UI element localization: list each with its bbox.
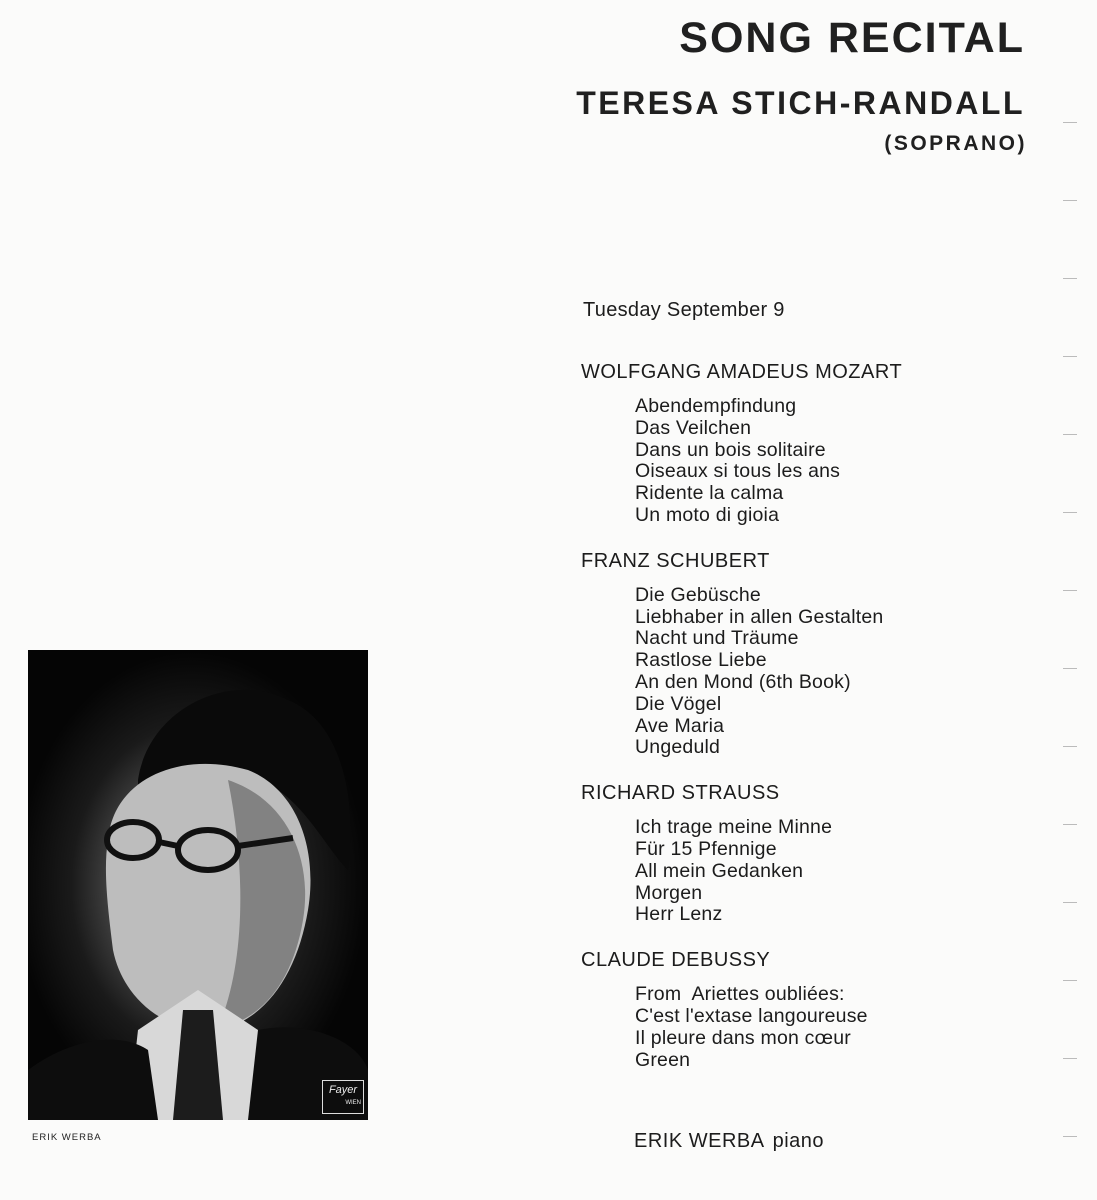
- jacket-left: [28, 1040, 158, 1120]
- pianist-name: ERIK WERBA: [634, 1130, 765, 1152]
- portrait-photo: [28, 650, 368, 1120]
- work-title: Rastlose Liebe: [635, 649, 767, 672]
- work-title: Ridente la calma: [635, 482, 784, 505]
- work-title: Il pleure dans mon cœur: [635, 1026, 851, 1049]
- works-list: [635, 396, 902, 527]
- program-section-debussy: [581, 946, 902, 1071]
- composer-name: RICHARD STRAUSS: [581, 782, 780, 805]
- composer-name: FRANZ SCHUBERT: [581, 549, 770, 572]
- work-title: Die Gebüsche: [635, 583, 761, 606]
- portrait-illustration: [28, 650, 368, 1120]
- composer-name: WOLFGANG AMADEUS MOZART: [581, 361, 903, 383]
- work-title: Nacht und Träume: [635, 627, 799, 650]
- work-title: C'est l'extase langoureuse: [635, 1004, 868, 1027]
- work-title: Morgen: [635, 881, 703, 904]
- work-title: Für 15 Pfennige: [635, 837, 777, 860]
- recital-title: SONG RECITAL: [679, 14, 1025, 62]
- work-title: Abendempfindung: [635, 395, 797, 417]
- program-section-strauss: [581, 779, 902, 926]
- works-list: [635, 984, 902, 1071]
- work-title: Oiseaux si tous les ans: [635, 460, 841, 483]
- work-title: Ave Maria: [635, 714, 725, 737]
- stamp-text: Fayer: [328, 1084, 358, 1096]
- works-list: [635, 817, 902, 926]
- work-title: Die Vögel: [635, 692, 722, 715]
- work-title: Un moto di gioia: [635, 503, 780, 526]
- composer-name: CLAUDE DEBUSSY: [581, 949, 771, 972]
- pianist-role: piano: [772, 1130, 825, 1152]
- program-section-mozart: [581, 358, 902, 527]
- page-edge-marks: [1063, 0, 1083, 1200]
- voice-type: (SOPRANO): [884, 132, 1027, 155]
- work-title: Green: [635, 1048, 691, 1071]
- photographer-stamp: [322, 1080, 364, 1114]
- work-title: Ich trage meine Minne: [635, 816, 833, 839]
- recital-date: Tuesday September 9: [583, 299, 785, 321]
- works-list: [635, 585, 902, 759]
- program-list: [581, 358, 902, 1091]
- performer-name: TERESA STICH-RANDALL: [576, 85, 1025, 121]
- program-section-schubert: [581, 547, 902, 759]
- work-title: Herr Lenz: [635, 903, 723, 926]
- pianist-credit: [634, 1130, 824, 1153]
- work-title: Dans un bois solitaire: [635, 438, 826, 461]
- work-title: An den Mond (6th Book): [635, 670, 851, 693]
- work-title: Das Veilchen: [635, 416, 752, 439]
- work-title: Ungeduld: [635, 736, 721, 759]
- work-title: All mein Gedanken: [635, 859, 804, 882]
- photo-caption: ERIK WERBA: [32, 1132, 102, 1143]
- work-title: From Ariettes oubliées:: [635, 983, 845, 1006]
- stamp-city: WIEN: [345, 1100, 361, 1106]
- work-title: Liebhaber in allen Gestalten: [635, 605, 884, 628]
